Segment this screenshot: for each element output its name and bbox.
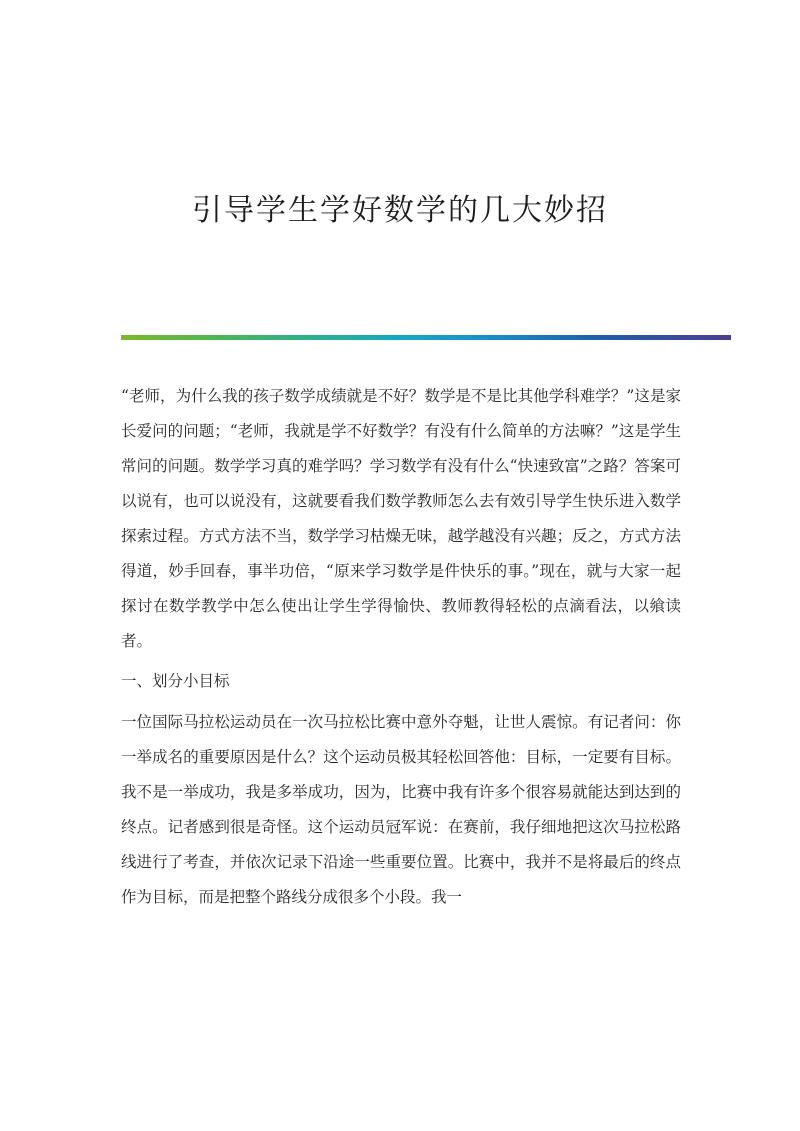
section-heading: 一、划分小目标 bbox=[121, 672, 230, 690]
document-body bbox=[121, 379, 681, 920]
gradient-divider bbox=[121, 335, 731, 340]
body-paragraph: 一位国际马拉松运动员在一次马拉松比赛中意外夺魁，让世人震惊。有记者问：你一举成名的重要原因是什么？这个运动员极其轻松回答他：目标，一定要有目标。我不是一举成功，我是多举成功，因为，比赛中我有许多个很容易就能达到达到的终点。记者感到很是奇怪。这个运动员冠军说：在赛前，我仔细地把这次马拉松路线进行了考查，并依次记录下沿途一些重要位置。比赛中，我并不是将最后的终点作为目标，而是把整个路线分成很多个小段。我一 bbox=[121, 713, 681, 906]
document-title: 引导学生学好数学的几大妙招 bbox=[192, 193, 608, 228]
intro-paragraph: “老师，为什么我的孩子数学成绩就是不好？数学是不是比其他学科难学？”这是家长爱问的问题；“老师，我就是学不好数学？有没有什么简单的方法嘛？”这是学生常问的问题。数学学习真的难学吗？学习数学有没有什么“快速致富”之路？答案可以说有，也可以说没有，这就要看我们数学教师怎么去有效引导学生快乐进入数学探索过程。方式方法不当，数学学习枯燥无味，越学越没有兴趣；反之，方式方法得道，妙手回春，事半功倍，“原来学习数学是件快乐的事。”现在，就与大家一起探讨在数学教学中怎么使出让学生学得愉快、教师教得轻松的点滴看法，以飨读者。 bbox=[121, 387, 681, 650]
